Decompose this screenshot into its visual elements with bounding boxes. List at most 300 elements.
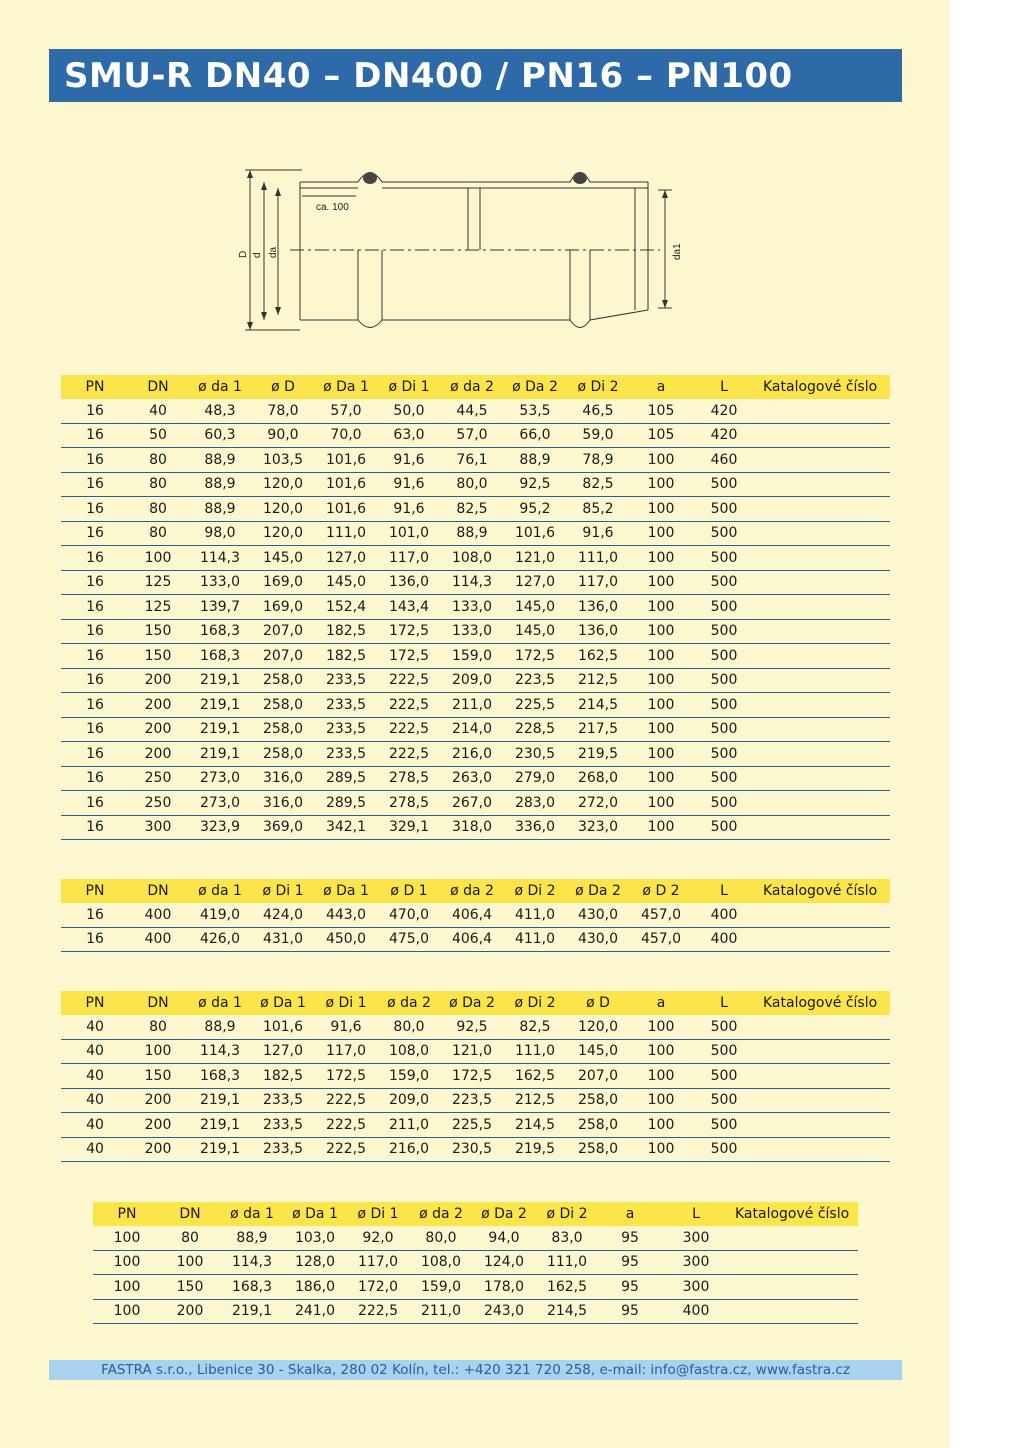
table-cell: 16 (61, 766, 129, 791)
table-cell: 60,3 (187, 423, 253, 448)
table-cell (729, 1226, 858, 1250)
table-cell: 95 (597, 1275, 663, 1300)
table-cell: 223,5 (439, 1088, 505, 1113)
fitting-drawing (230, 160, 690, 335)
table-row (61, 644, 890, 669)
table-cell: 209,0 (379, 1088, 439, 1113)
table-cell: 145,0 (505, 595, 565, 620)
table-cell: 419,0 (187, 903, 253, 927)
table-cell: 76,1 (439, 448, 505, 473)
table-cell (757, 1088, 890, 1113)
table-cell: 114,3 (187, 1039, 253, 1064)
column-header: PN (61, 375, 129, 399)
column-header: DN (161, 1202, 219, 1226)
table-cell: 16 (61, 668, 129, 693)
table-cell: 329,1 (379, 815, 439, 840)
table-cell: 168,3 (219, 1275, 285, 1300)
spec-table-pn40 (61, 991, 890, 1162)
table-cell: 222,5 (313, 1113, 379, 1138)
table-cell: 16 (61, 717, 129, 742)
table-cell: 300 (663, 1226, 729, 1250)
table-cell: 125 (129, 595, 187, 620)
table-cell: 182,5 (253, 1064, 313, 1089)
column-header: ø da 2 (439, 375, 505, 399)
table-cell: 16 (61, 619, 129, 644)
dim-da1-label: da1 (672, 243, 683, 260)
table-cell: 258,0 (253, 742, 313, 767)
table-cell: 111,0 (565, 546, 631, 571)
table-cell: 258,0 (565, 1088, 631, 1113)
table-cell: 88,9 (187, 1015, 253, 1039)
table-row (61, 448, 890, 473)
table-row (61, 815, 890, 840)
table-header-row (61, 991, 890, 1015)
table-cell: 16 (61, 644, 129, 669)
table-cell (757, 693, 890, 718)
table-cell: 16 (61, 927, 129, 952)
table-cell: 172,0 (345, 1275, 411, 1300)
table-cell: 278,5 (379, 766, 439, 791)
table-cell (757, 742, 890, 767)
table-cell: 120,0 (253, 497, 313, 522)
table-cell: 214,5 (565, 693, 631, 718)
column-header: ø Da 2 (471, 1202, 537, 1226)
table-cell: 16 (61, 472, 129, 497)
table-cell: 289,5 (313, 766, 379, 791)
column-header: ø Da 2 (439, 991, 505, 1015)
column-header: DN (129, 991, 187, 1015)
table-cell: 121,0 (439, 1039, 505, 1064)
table-cell: 16 (61, 399, 129, 423)
table-cell: 133,0 (187, 570, 253, 595)
table-cell (757, 1113, 890, 1138)
column-header: ø da 2 (411, 1202, 471, 1226)
title-banner (49, 49, 902, 102)
table-cell: 145,0 (253, 546, 313, 571)
table-cell: 500 (691, 693, 757, 718)
table-cell: 500 (691, 1137, 757, 1162)
table-cell: 108,0 (439, 546, 505, 571)
column-header: PN (61, 991, 129, 1015)
spec-table-dn400 (61, 879, 890, 952)
table-cell: 316,0 (253, 791, 313, 816)
table-cell: 200 (129, 693, 187, 718)
table-cell: 230,5 (439, 1137, 505, 1162)
table-cell: 222,5 (379, 742, 439, 767)
table-cell: 219,1 (187, 742, 253, 767)
table-cell: 263,0 (439, 766, 505, 791)
table-cell: 88,9 (505, 448, 565, 473)
table-cell: 16 (61, 693, 129, 718)
table-cell: 258,0 (253, 668, 313, 693)
table-cell: 127,0 (505, 570, 565, 595)
table-cell: 100 (161, 1250, 219, 1275)
table-cell: 200 (161, 1299, 219, 1324)
table-cell: 230,5 (505, 742, 565, 767)
table-cell: 100 (631, 448, 691, 473)
table-cell: 136,0 (565, 595, 631, 620)
table-cell: 207,0 (253, 619, 313, 644)
table-cell: 70,0 (313, 423, 379, 448)
table-cell: 95 (597, 1250, 663, 1275)
table-row (61, 472, 890, 497)
dim-da-label: da (268, 246, 279, 258)
table-cell: 40 (61, 1137, 129, 1162)
table-cell: 100 (631, 546, 691, 571)
table-cell: 82,5 (565, 472, 631, 497)
table-cell: 91,6 (379, 472, 439, 497)
table-cell: 268,0 (565, 766, 631, 791)
table-cell: 172,5 (439, 1064, 505, 1089)
column-header: ø Di 2 (505, 991, 565, 1015)
table-cell: 121,0 (505, 546, 565, 571)
table-cell: 420 (691, 399, 757, 423)
table-cell: 63,0 (379, 423, 439, 448)
table-row (61, 521, 890, 546)
table-cell: 50 (129, 423, 187, 448)
table-row (61, 1015, 890, 1039)
table-cell (757, 815, 890, 840)
table-cell: 101,6 (313, 472, 379, 497)
table-cell: 500 (691, 521, 757, 546)
table-cell: 233,5 (253, 1137, 313, 1162)
table-cell: 114,3 (187, 546, 253, 571)
table-cell (757, 546, 890, 571)
table-row (61, 668, 890, 693)
column-header: ø D 2 (631, 879, 691, 903)
table-cell: 59,0 (565, 423, 631, 448)
table-cell: 424,0 (253, 903, 313, 927)
table-cell: 219,1 (187, 1137, 253, 1162)
table-cell: 133,0 (439, 619, 505, 644)
table-cell: 211,0 (411, 1299, 471, 1324)
table-cell (757, 1064, 890, 1089)
column-header: ø D 1 (379, 879, 439, 903)
table-cell: 211,0 (379, 1113, 439, 1138)
table-cell: 120,0 (253, 521, 313, 546)
table-cell: 105 (631, 399, 691, 423)
table-cell (729, 1250, 858, 1275)
table-cell: 16 (61, 570, 129, 595)
table-cell: 95,2 (505, 497, 565, 522)
table-cell: 500 (691, 619, 757, 644)
table-cell (757, 399, 890, 423)
table-cell: 16 (61, 742, 129, 767)
table-cell: 46,5 (565, 399, 631, 423)
table-cell: 80 (129, 521, 187, 546)
table-cell: 40 (129, 399, 187, 423)
table-row (93, 1299, 858, 1324)
table-cell: 214,5 (505, 1113, 565, 1138)
table-row (61, 1137, 890, 1162)
table-cell: 211,0 (439, 693, 505, 718)
table-row (61, 595, 890, 620)
table-cell: 128,0 (285, 1250, 345, 1275)
table-cell: 150 (129, 1064, 187, 1089)
column-header: ø da 1 (187, 991, 253, 1015)
table-cell: 95 (597, 1299, 663, 1324)
table-cell: 127,0 (313, 546, 379, 571)
table-cell: 100 (631, 668, 691, 693)
table-cell: 267,0 (439, 791, 505, 816)
table-cell: 16 (61, 448, 129, 473)
table-cell: 120,0 (253, 472, 313, 497)
table-cell: 209,0 (439, 668, 505, 693)
table-cell: 80 (129, 472, 187, 497)
column-header: DN (129, 879, 187, 903)
table-cell: 500 (691, 791, 757, 816)
table-cell (757, 903, 890, 927)
table-cell: 16 (61, 423, 129, 448)
table-cell: 475,0 (379, 927, 439, 952)
table-cell: 233,5 (253, 1113, 313, 1138)
table-cell: 125 (129, 570, 187, 595)
table-cell: 216,0 (379, 1137, 439, 1162)
column-header: L (691, 991, 757, 1015)
table-cell: 470,0 (379, 903, 439, 927)
column-header: ø da 2 (379, 991, 439, 1015)
column-header: L (691, 375, 757, 399)
table-cell: 500 (691, 815, 757, 840)
table-cell: 143,4 (379, 595, 439, 620)
table-row (61, 619, 890, 644)
table-cell: 94,0 (471, 1226, 537, 1250)
table-cell: 400 (663, 1299, 729, 1324)
table-cell: 150 (161, 1275, 219, 1300)
table-cell: 80 (129, 1015, 187, 1039)
table-cell: 82,5 (439, 497, 505, 522)
column-header: DN (129, 375, 187, 399)
spec-table-pn16 (61, 375, 890, 840)
column-header: ø da 1 (187, 879, 253, 903)
table-cell: 273,0 (187, 791, 253, 816)
table-cell: 169,0 (253, 595, 313, 620)
table-cell: 133,0 (439, 595, 505, 620)
table-cell: 222,5 (379, 693, 439, 718)
table-cell: 443,0 (313, 903, 379, 927)
table-cell: 100 (129, 1039, 187, 1064)
table-cell: 457,0 (631, 903, 691, 927)
table-cell: 222,5 (379, 717, 439, 742)
table-header-row (61, 879, 890, 903)
table-cell: 16 (61, 521, 129, 546)
table-row (61, 497, 890, 522)
table-cell: 100 (631, 791, 691, 816)
table-cell: 283,0 (505, 791, 565, 816)
table-cell: 100 (631, 693, 691, 718)
column-header: Katalogové číslo (757, 991, 890, 1015)
table-cell (757, 497, 890, 522)
table-cell: 500 (691, 1015, 757, 1039)
table-cell: 88,9 (439, 521, 505, 546)
table-cell: 460 (691, 448, 757, 473)
table-cell: 80,0 (439, 472, 505, 497)
table-cell: 200 (129, 742, 187, 767)
table-cell: 100 (631, 521, 691, 546)
column-header: ø Di 1 (345, 1202, 411, 1226)
table-cell: 222,5 (345, 1299, 411, 1324)
table-cell: 80 (161, 1226, 219, 1250)
column-header: Katalogové číslo (757, 375, 890, 399)
table-cell: 200 (129, 1137, 187, 1162)
table-cell: 136,0 (379, 570, 439, 595)
table-header-row (93, 1202, 858, 1226)
table-row (61, 927, 890, 952)
table-cell: 233,5 (313, 668, 379, 693)
table-cell: 214,0 (439, 717, 505, 742)
table-cell: 95 (597, 1226, 663, 1250)
table-cell: 40 (61, 1015, 129, 1039)
table-cell: 111,0 (537, 1250, 597, 1275)
table-cell: 233,5 (253, 1088, 313, 1113)
table-cell: 168,3 (187, 644, 253, 669)
table-cell: 57,0 (439, 423, 505, 448)
table-cell: 222,5 (313, 1088, 379, 1113)
table-cell: 78,0 (253, 399, 313, 423)
table-cell: 258,0 (565, 1113, 631, 1138)
table-cell: 91,6 (379, 497, 439, 522)
table-cell: 214,5 (537, 1299, 597, 1324)
table-cell: 168,3 (187, 619, 253, 644)
table-cell: 400 (691, 903, 757, 927)
table-cell: 100 (93, 1226, 161, 1250)
footer-contact: FASTRA s.r.o., Libenice 30 - Skalka, 280 02 Kolín, tel.: +420 321 720 258, e-mail: info@fastra.cz, www.fastra.cz (49, 1360, 902, 1380)
table-cell: 92,5 (505, 472, 565, 497)
table-row (93, 1250, 858, 1275)
table-cell: 225,5 (505, 693, 565, 718)
table-cell: 91,6 (565, 521, 631, 546)
table-cell: 233,5 (313, 693, 379, 718)
table-cell: 100 (631, 1137, 691, 1162)
table-cell: 117,0 (565, 570, 631, 595)
table-cell: 120,0 (565, 1015, 631, 1039)
table-cell: 222,5 (379, 668, 439, 693)
table-cell: 500 (691, 1064, 757, 1089)
column-header: ø Di 2 (537, 1202, 597, 1226)
table-cell (757, 717, 890, 742)
table-cell: 150 (129, 644, 187, 669)
table-cell: 100 (631, 619, 691, 644)
spec-table-pn100 (93, 1202, 858, 1324)
table-cell: 159,0 (411, 1275, 471, 1300)
table-cell: 406,4 (439, 927, 505, 952)
table-cell: 219,1 (187, 693, 253, 718)
column-header: Katalogové číslo (757, 879, 890, 903)
table-cell: 100 (129, 546, 187, 571)
table-cell: 100 (93, 1299, 161, 1324)
table-cell: 323,9 (187, 815, 253, 840)
table-cell: 500 (691, 497, 757, 522)
table-cell: 127,0 (253, 1039, 313, 1064)
table-cell: 101,0 (379, 521, 439, 546)
table-row (61, 570, 890, 595)
column-header: ø Da 1 (313, 375, 379, 399)
table-cell: 200 (129, 668, 187, 693)
table-cell: 40 (61, 1039, 129, 1064)
table-cell (729, 1275, 858, 1300)
table-cell: 100 (631, 1113, 691, 1138)
table-cell: 91,6 (313, 1015, 379, 1039)
table-cell: 162,5 (565, 644, 631, 669)
table-cell: 101,6 (313, 497, 379, 522)
table-cell: 50,0 (379, 399, 439, 423)
table-cell: 103,5 (253, 448, 313, 473)
table-cell: 278,5 (379, 791, 439, 816)
table-cell (757, 619, 890, 644)
table-row (61, 742, 890, 767)
table-cell (757, 927, 890, 952)
page-title: SMU-R DN40 – DN400 / PN16 – PN100 (64, 55, 793, 96)
table-cell: 111,0 (505, 1039, 565, 1064)
table-cell: 500 (691, 668, 757, 693)
table-cell: 178,0 (471, 1275, 537, 1300)
table-cell: 500 (691, 595, 757, 620)
table-cell: 233,5 (313, 742, 379, 767)
table-row (61, 1039, 890, 1064)
table-cell: 430,0 (565, 927, 631, 952)
table-cell (757, 668, 890, 693)
table-row (61, 1113, 890, 1138)
table-cell (757, 1039, 890, 1064)
table-cell: 500 (691, 766, 757, 791)
table-cell: 100 (631, 570, 691, 595)
column-header: ø Di 2 (565, 375, 631, 399)
table-cell: 336,0 (505, 815, 565, 840)
table-cell: 369,0 (253, 815, 313, 840)
table-cell: 136,0 (565, 619, 631, 644)
column-header: ø Da 1 (253, 991, 313, 1015)
table-cell: 219,5 (565, 742, 631, 767)
table-cell: 57,0 (313, 399, 379, 423)
column-header: PN (93, 1202, 161, 1226)
table-cell: 48,3 (187, 399, 253, 423)
table-cell: 212,5 (565, 668, 631, 693)
table-cell: 172,5 (505, 644, 565, 669)
table-cell: 101,6 (505, 521, 565, 546)
table-row (61, 791, 890, 816)
column-header: ø Di 1 (379, 375, 439, 399)
column-header: ø Da 1 (313, 879, 379, 903)
table-cell: 90,0 (253, 423, 313, 448)
table-row (93, 1226, 858, 1250)
table-cell (757, 521, 890, 546)
table-cell: 16 (61, 791, 129, 816)
table-cell: 430,0 (565, 903, 631, 927)
table-cell: 150 (129, 619, 187, 644)
table-cell: 426,0 (187, 927, 253, 952)
table-row (61, 766, 890, 791)
table-cell: 300 (663, 1275, 729, 1300)
table-cell: 145,0 (565, 1039, 631, 1064)
table-cell: 400 (129, 927, 187, 952)
table-cell: 219,1 (187, 668, 253, 693)
table-cell: 258,0 (253, 693, 313, 718)
table-cell: 400 (691, 927, 757, 952)
table-cell: 114,3 (219, 1250, 285, 1275)
table-cell: 219,5 (505, 1137, 565, 1162)
table-cell: 222,5 (313, 1137, 379, 1162)
table-cell: 66,0 (505, 423, 565, 448)
column-header: ø Di 1 (253, 879, 313, 903)
table-cell (757, 423, 890, 448)
table-cell: 207,0 (253, 644, 313, 669)
table-cell: 16 (61, 903, 129, 927)
table-cell (729, 1299, 858, 1324)
table-cell: 40 (61, 1113, 129, 1138)
table-cell: 420 (691, 423, 757, 448)
table-cell: 228,5 (505, 717, 565, 742)
table-row (61, 693, 890, 718)
